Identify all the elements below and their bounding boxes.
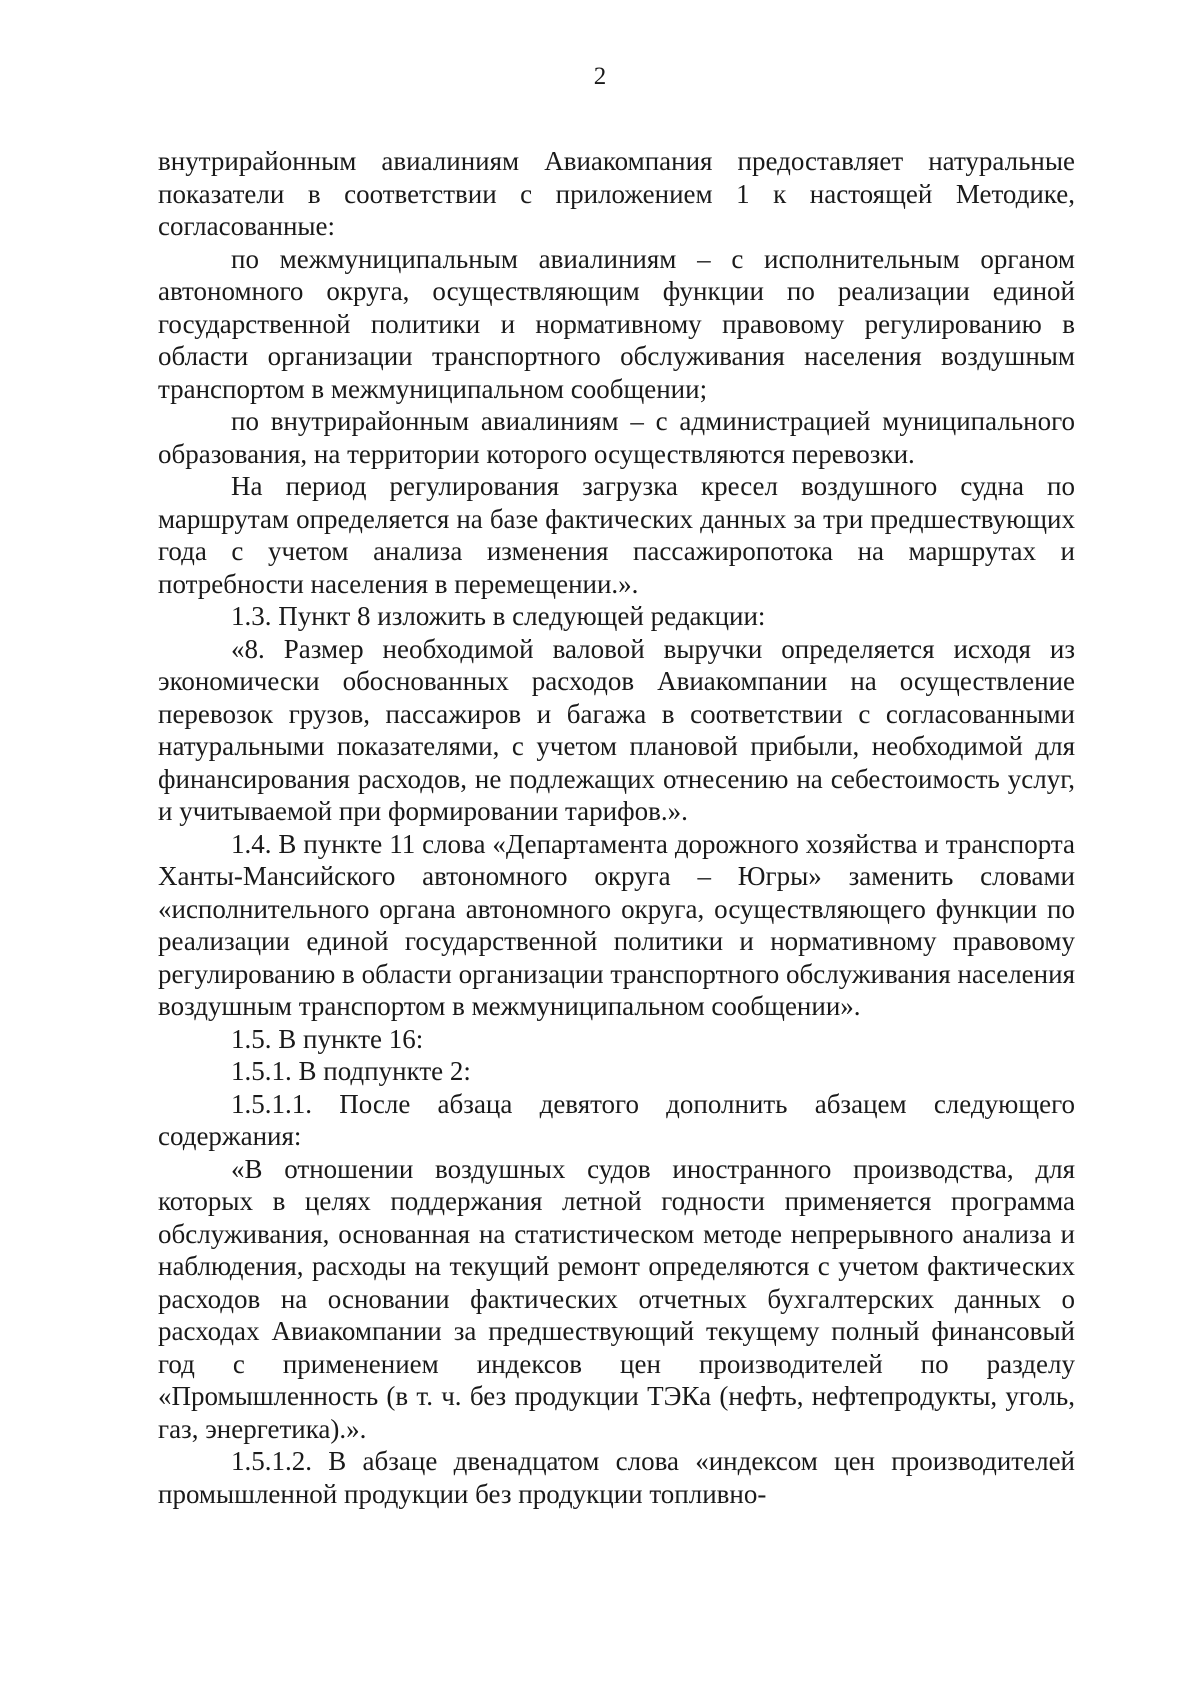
paragraph: На период регулирования загрузка кресел воздушного судна по маршрутам определяется на базе фактических данных за три предшествующих года с учетом анализа изменения пассажиропотока на маршрутах и потребности населения в перемещении.». [158, 471, 1075, 599]
paragraph: внутрирайонным авиалиниям Авиакомпания предоставляет натуральные показатели в соответствии с приложением 1 к настоящей Методике, согласованные: [158, 146, 1075, 241]
paragraph: «8. Размер необходимой валовой выручки определяется исходя из экономически обоснованных расходов Авиакомпании на осуществление перевозок грузов, пассажиров и багажа в соответствии с согласованными натуральными показателями, с учетом плановой прибыли, необходимой для финансирования расходов, не подлежащих отнесению на себестоимость услуг, и учитываемой при формировании тарифов.». [158, 633, 1075, 826]
paragraph: «В отношении воздушных судов иностранного производства, для которых в целях поддержания летной годности применяется программа обслуживания, основанная на статистическом методе непрерывного анализа и наблюдения, расходы на текущий ремонт определяются с учетом фактических расходов на основании фактических отчетных бухгалтерских данных о расходах Авиакомпании за предшествующий текущему полный финансовый год с применением индексов цен производителей по разделу «Промышленность (в т. ч. без продукции ТЭКа (нефть, нефтепродукты, уголь, газ, энергетика).». [158, 1153, 1075, 1444]
paragraph: 1.5.1.1. После абзаца девятого дополнить абзацем следующего содержания: [158, 1088, 1075, 1151]
paragraph: 1.3. Пункт 8 изложить в следующей редакции: [231, 601, 766, 631]
paragraph: 1.5. В пункте 16: [231, 1023, 424, 1054]
page-number: 2 [593, 63, 607, 90]
paragraph: по внутрирайонным авиалиниям – с администрацией муниципального образования, на территории которого осуществляются перевозки. [158, 406, 1075, 469]
document-body [158, 145, 1075, 1510]
paragraph: 1.4. В пункте 11 слова «Департамента дорожного хозяйства и транспорта Ханты-Мансийского автономного округа – Югры» заменить словами «исполнительного органа автономного округа, осуществляющего функции по реализации единой государственной политики и нормативному правовому регулированию в области организации транспортного обслуживания населения воздушным транспортом в межмуниципальном сообщении». [158, 828, 1075, 1021]
paragraph: по межмуниципальным авиалиниям – с исполнительным органом автономного округа, осуществляющим функции по реализации единой государственной политики и нормативному правовому регулированию в области организации транспортного обслуживания населения воздушным транспортом в межмуниципальном сообщении; [158, 243, 1075, 404]
paragraph: 1.5.1.2. В абзаце двенадцатом слова «индексом цен производителей промышленной продукции без продукции топливно- [158, 1446, 1075, 1509]
paragraph: 1.5.1. В подпункте 2: [231, 1056, 471, 1086]
